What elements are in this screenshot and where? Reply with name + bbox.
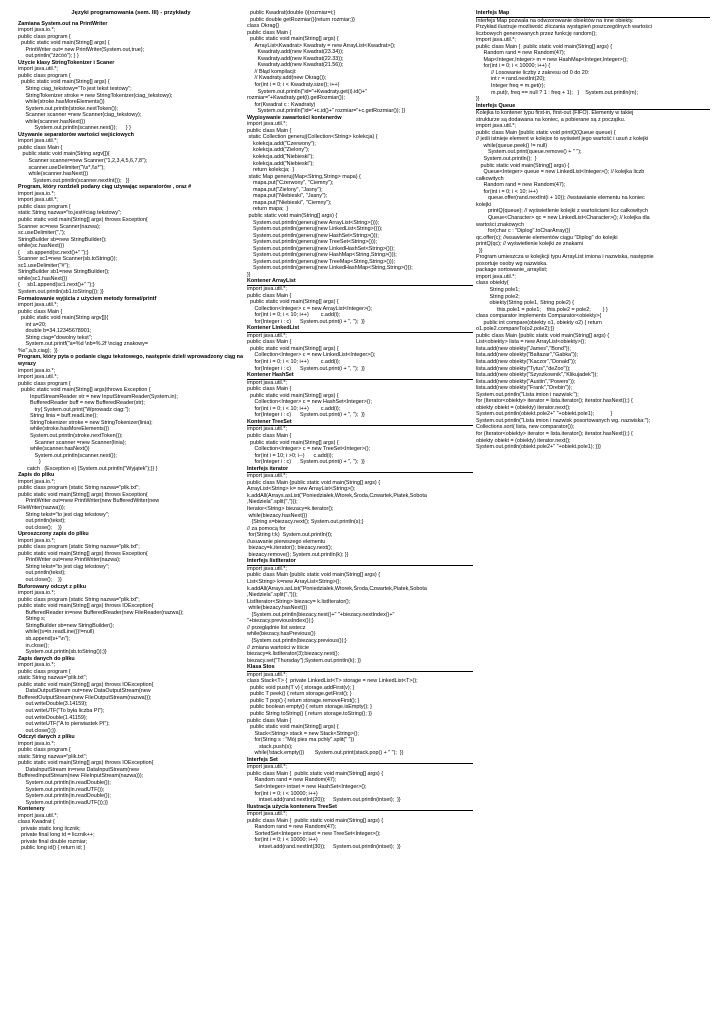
- code-section: [476, 103, 710, 451]
- code-block: import java.util.*; public class Main { static Collection generuj(Collection<String> kolekcja) { kolekcja.add("Czerwony"); kolekcja.add("Zielony"); kolekcja.add("Niebieski"); kolekcja.add("Niebieski"); return kolekcja; } static Map generuj(Map<String,String> mapa) { mapa.put("Czerwony", "Ciemny"); mapa.put("Zielony", "Jasny"); mapa.put("Niebieski", "Jasny"); mapa.put("Niebieski", "Ciemny"); return mapa; } public static void main(String[] args) { System.out.println(generuj(new ArrayList<String>())); System.out.println(generuj(new LinkedList<String>())); System.out.println(generuj(new HashSet<String>())); System.out.println(generuj(new TreeSet<String>())); System.out.println(generuj(new LinkedHashSet<String>())); System.out.println(generuj(new HashMap<String,String>())); System.out.println(generuj(new TreeMap<String,String>())); System.out.println(generuj(new LinkedHashMap<String,String>())); }}: [247, 121, 413, 278]
- section-heading: Uproszczony zapis do pliku: [18, 531, 89, 538]
- code-section: [247, 10, 473, 115]
- code-section: [18, 60, 244, 132]
- code-block: import java.util.*; public class Main { public static void main(String[] args) { Collection<Integer> c = new ArrayList<Integer>(); for(int i = 0; i < 10; i++) c.add(i); for(Integer i : c) System.out.print(i + ", "); }}: [247, 285, 373, 325]
- code-block: import java.io.*; public class program {static String nazwa="plik.txt"; public static void main(String[] args) throws IOException{ BufferedReader in=new BufferedReader(new FileReader(nazwa)); String s; StringBuilder sb=new StringBuilder(); while((s=in.readLine())!=null) sb.append(s+"\n"); in.close(); System.out.println(sb.toString());}}: [18, 590, 184, 656]
- section-heading: Kontener TreeSet: [247, 419, 473, 427]
- code-section: [18, 656, 244, 735]
- code-section: [18, 531, 244, 583]
- section-heading: Odczyt danych z pliku: [18, 734, 75, 741]
- code-section: [18, 806, 244, 852]
- code-block: import java.util.*; public class Main { public static void main(String[] args) { Collection<Integer> c = new LinkedList<Integer>(); for(int i = 0; i < 10; i++) c.add(i); for(Integer i : c) System.out.print(i + ", "); }}: [247, 332, 376, 372]
- section-heading: Używanie separatorów wartości wejściowych: [18, 131, 134, 138]
- code-section: [476, 10, 710, 103]
- section-heading: Interfejs Queue: [476, 103, 710, 111]
- code-block: import java.util.*; public class Main {public static void main(String[] args) { List<String> k=new ArrayList<String>(); k.addAll(Arrays.asList("Poniedziałek,Wtorek,Środa,Czwartek,Piatek,Sobota ,Niedziela".split(","))); ListIterator<String> biezacy= k.listIterator(); while(biezacy.hasNext()) {System.out.println(biezacy.next()+" "+biezacy.nextIndex()+" "+biezacy.previousIndex());} // przeglądnie list wstecz while(biezacy.hasPrevious()) {System.out.println(biezacy.previous());} // zmiana wartości w liście biezacy=k.listIterator(3);biezacy.next(); biezacy.set("Thursday");System.out.println(k); }}: [247, 565, 427, 664]
- section-heading: Formatowanie wyjścia z użyciem metody format/printf: [18, 295, 157, 302]
- code-block: import java.io.*; public class program {static String nazwa="plik.txt"; public static void main(String[] args) throws Exception{ PrintWriter out=new PrintWriter(new BufferedWriter(new FileWriter(nazwa))); String tekst="to jest ciąg tekstowy"; out.println(tekst); out.close(); }}: [18, 478, 160, 531]
- code-block: import java.util.*; public class program { public static void main(String[] args) { String ciag_tekstowy="To jest tekst testowy"; StringTokenizer stroke = new StringTokenizer(ciag_tekstowy); while(stroke.hasMoreElements()) System.out.println(stroke.nextToken()); Scanner scanner =new Scanner(ciag_tekstowy); while(scanner.hasNext()) System.out.println(scanner.next()); } }: [18, 66, 173, 132]
- code-section: [247, 664, 473, 757]
- code-block: import java.util.*; public class Main {public static void main(String[] args) { ArrayList<String> k= new ArrayList<String>(); k.addAll(Arrays.asList("Poniedziałek,Wtorek,Środa,Czwartek,Piatek,Sobota ,Niedziela".split(","))); Iterator<String> biezacy=k.iterator(); while(biezacy.hasNext()) {String s=biezacy.next(); System.out.println(s);} // za pomocą for for(String t:k) System.out.println(t); //usuwanie pierwszego elementu biezacy=k.iterator(); biezacy.next(); biezacy.remove(); System.out.println(k); }}: [247, 473, 427, 558]
- section-heading: Użycie klasy StringTokenizer i Scaner: [18, 59, 115, 66]
- column-2: [247, 10, 473, 850]
- code-block: import java.util.*; public class Main { public static void main(String[] args) { Random rand = new Random(47); Set<Integer> intset = new HashSet<Integer>(); for(int i = 0; i < 10000; i++) intset.add(rand.nextInt(20)); System.out.println(intset); }}: [247, 764, 401, 804]
- code-block: import java.io.*; import java.util.*; public class program { public static void main(String[] args)throws Exception { InputStreamReader str = new InputStreamReader(System.in); BufferedReader buff = new BufferedReader(str); try{ System.out.print("Wprowadz ciąg:"); String linia = buff.readLine(); StringTokenizer stroke = new StringTokenizer(linia); while(stroke.hasMoreElements()) System.out.println(stroke.nextToken()); Scanner scanner =new Scanner(linia); while(scanner.hasNext()) System.out.println(scanner.next()); } catch (Exception e) {System.out.println("Wyjątek");}} }: [18, 367, 178, 472]
- column-3: [476, 10, 710, 451]
- code-block: Interfejs Map pozwala na odwzorowanie obiektów na inne obiekty. Przykład ilustruje możliwość zliczania wystąpień poszczególnych wartości liczbowych generowanych przez funkcję random(); import java.util.*; public class Main { public static void main(String[] args) { Random rand = new Random(47); Map<Integer,Integer> m = new HashMap<Integer,Integer>(); for(int i = 0; i < 10000; i++) { // Losowanie liczby z zakresu od 0 do 20: int r = rand.nextInt(20); Integer freq = m.get(r); m.put(r, freq == null ? 1 : freq + 1); } System.out.println(m); }}: [476, 17, 652, 103]
- code-block: import java.io.*; public class program {static String nazwa="plik.txt"; public static void main(String[] args) throws Exception{ PrintWriter out=new PrintWriter(nazwa); String tekst="to jest ciąg tekstowy"; out.println(tekst); out.close(); }}: [18, 537, 148, 584]
- section-heading: Kontener LinkedList: [247, 325, 473, 333]
- code-section: [247, 419, 473, 466]
- code-section: [18, 354, 244, 472]
- code-section: [18, 184, 244, 295]
- code-section: [18, 472, 244, 531]
- section-heading: Interfejs Set: [247, 757, 473, 765]
- code-block: public Kwadrat(double i){rozmiar=i;} public double getRozmiar(){return rozmiar;}} class Okrag{} public class Main { public static void main(String[] args) { ArrayList<Kwadrat> Kwadraty = new ArrayList<Kwadrat>(); Kwadraty.add(new Kwadrat(23.34)); Kwadraty.add(new Kwadrat(22.33)); Kwadraty.add(new Kwadrat(21.56)); // Błąd kompilacji: // Kwadraty.add(new Okrag()); for(int i = 0; i < Kwadraty.size(); i++) System.out.println("id="+Kwadraty.get(i).id()+" rozmiar="+Kwadraty.get(i).getRozmiar()); for(Kwadrat c : Kwadraty) System.out.println("id="+c.id()+" rozmiar="+c.getRozmiar()); }}: [247, 10, 406, 115]
- code-block: import java.util.*; public class Main { public static void main(String[] args) { Random rand = new Random(47); SortedSet<Integer> intset = new TreeSet<Integer>(); for(int i = 0; i < 10000; i++) intset.add(rand.nextInt(30)); System.out.println(intset); }}: [247, 811, 401, 850]
- code-section: [247, 278, 473, 325]
- section-heading: Wypisywanie zawartości kontenerów: [247, 114, 342, 121]
- code-section: [247, 115, 473, 279]
- code-block: Kolejka to kontener typu first-in, first-out (FIFO). Elementy w takiej strukturze są dodawana na koniec, a pobierane są z początku. import java.util.*; public class Main {public static void printQ(Queue queue) { // jeśli istnieje element w kolejce to wyświetl jego wartość i usuń z kolejki while(queue.peek() != null) System.out.print(queue.remove() + " "); System.out.println(); } public static void main(String[] args) { Queue<Integer> queue = new LinkedList<Integer>(); // kolejka liczb całkowitych Random rand = new Random(47); for(int i = 0; i < 10; i++) queue.offer(rand.nextInt(i + 10)); //wstawianie elementu na koniec kolejki printQ(queue); // wyświetlenie kolejki z wartościami licz całkowitych Queue<Character> qc = new LinkedList<Character>(); // kolejka dla wartości znakowych for(char c : "Diplog".toCharArray()) qc.offer(c); //wsawienie elementów ciągu "Diplog" do kolejki printQ(qc); // wyświetlenie kolejki ze znakami }} Program umieszcza w kolejkcji typu ArrayList imiona i nazwiska, następnie posortuje osoby wg nazwiska. package sortowanie_arraylist; import java.util.*; class obiekty{ String pole1; String pole2; obiekty(String pole1, String pole2) { this.pole1 = pole1; this.pole2 = pole2; } } class comparator implements Comparator<obiekty>{ public int compare(obiekty o1, obiekty o2) { return o1.pole2.compareTo(o2.pole2);}} public class Main {public static void main(String[] args) { List<obiekty> lista = new ArrayList<obiekty>(); lista.add(new obiekty("James","Bond")); lista.add(new obiekty("Baltazar","Gabka")); lista.add(new obiekty("Kaczor","Donald")); lista.add(new obiekty("Tytus","deZoo")); lista.add(new obiekty("Szyszkownik","Klikujadek")); lista.add(new obiekty("Austin","Powers")); lista.add(new obiekty("Frank","Drebin")); System.out.println("Lista imion i nazwisk:"); for (Iterator<obiekty> iterator = lista.iterator(); iterator.hasNext();) { obiekty obiekt = (obiekty) iterator.next(); System.out.println(obiekt.pole2+" "+obiekt.pole1); } System.out.println("Lista imion i nazwisk posortowanych wg. nazwiska:"); Collections.sort( lista, new comparator()); for (Iterator<obiekty> iterator = lista.iterator(); iterator.hasNext();) { obiekty obiekt = (obiekty) iterator.next(); System.out.println(obiekt.pole2+" "+obiekt.pole1); }}}: [476, 110, 654, 451]
- code-section: [247, 757, 473, 804]
- section-heading: Interfejs Map: [476, 10, 710, 18]
- code-block: import java.io.*; import java.util.*; public class program { static String nazwa="to,jest#ciag tekstowy"; public static void main(String[] args) throws Exception{ Scanner sc=new Scanner(nazwa); sc.useDelimiter(","); StringBuilder sb=new StringBuilder(); while(sc.hasNext()) { sb.append(sc.next()+" ");} Scanner sc1=new Scanner(sb.toString()); sc1.useDelimiter("#"); StringBuilder sb1=new StringBuilder(); while(sc1.hasNext()) { sb1.append(sc1.next()+" ");} System.out.println(sb1.toString()); }}: [18, 190, 148, 295]
- section-heading: Interfejs listIterator: [247, 558, 473, 566]
- code-block: import java.util.*; class Kwadrat { private static long licznik; private final long id = licznik++; private final double rozmiar; public long id() { return id; }: [18, 812, 95, 852]
- code-section: [18, 584, 244, 656]
- section-heading: Program, który rozdzieli podany ciąg używając separatorów , oraz #: [18, 184, 192, 191]
- section-heading: Kontener HashSet: [247, 372, 473, 380]
- code-section: [18, 734, 244, 806]
- code-block: import java.io.*; public class program { public static void main(String[] args) { PrintWriter out= new PrintWriter(System.out,true); out.println("źżćóó"); } }: [18, 27, 145, 60]
- document-title: Języki programowania (sem. III) - przykłady: [71, 10, 191, 16]
- code-block: import java.util.*; public class Main { public static void main(String[] args) { Collection<Integer> c = new HashSet<Integer>(); for(int i = 0; i < 10; i++) c.add(i); for(Integer i : c) System.out.print(i + ", "); }}: [247, 379, 372, 419]
- code-section: [247, 372, 473, 419]
- code-section: [247, 466, 473, 559]
- section-heading: Zamiana System.out na PrintWriter: [18, 20, 108, 27]
- section-heading: Ilustracja użycia kontenera TreeSet: [247, 804, 473, 812]
- code-section: [18, 21, 244, 60]
- code-section: [247, 804, 473, 851]
- code-section: [18, 132, 244, 184]
- code-section: [247, 325, 473, 372]
- code-block: import java.util.*; class Stack<T> { private LinkedList<T> storage = new LinkedList<T>(); public void push(T v) { storage.addFirst(v); } public T peek() { return storage.getFirst(); } public T pop() { return storage.removeFirst(); } public boolean empty() { return storage.isEmpty(); } public String toString() { return storage.toString(); }} public class Main { public static void main(String[] args) { Stack<String> stack = new Stack<String>(); for(String s : "Mój pies ma pchły".split(" ")) stack.push(s); while(!stack.empty()) System.out.print(stack.pop() + " "); }}: [247, 671, 418, 757]
- code-block: import java.io.*; public class program { static String nazwa="plik.txt"; public static void main(String[] args) throws IOException{ DataOutputStream out=new DataOutputStream(new BufferedOutputStream(new FileOutputStream(nazwa))); out.writeDouble(3.14159); out.writeUTF("To była liczba PI"); out.writeDouble(1.41159); out.writeUTF("A to pierwiastek PI"); out.close();}}: [18, 662, 154, 734]
- section-heading: Klasa Stos: [247, 664, 473, 672]
- code-block: import java.util.*; public class Main { public static void main(String argv[]){ Scanner scanner=new Scanner("1,2,3,4,5,6,7,8"); scanner.useDelimiter("\\s*,\\s*"); while(scanner.hasNext()) System.out.println(scanner.nextInt()); }}: [18, 138, 148, 184]
- section-heading: Kontenery: [18, 806, 45, 813]
- section-heading: Zapis danych do pliku: [18, 655, 75, 662]
- column-1: [18, 10, 244, 852]
- code-block: import java.util.*; public class Main { public static void main(String[] args) { Collection<Integer> c = new TreeSet<Integer>(); for(int i = 10; i >0; i--) c.add(i); for(Integer i : c) System.out.print(i + ", "); }}: [247, 426, 371, 466]
- section-heading: Buforowany odczyt z pliku: [18, 583, 86, 590]
- code-section: [247, 558, 473, 664]
- section-heading: Kontener ArrayList: [247, 278, 473, 286]
- section-heading: Program, który pyta o podanie ciągu tekstowego, następnie dzieli wprowadzony ciąg na wyrazy: [18, 354, 243, 367]
- section-heading: Zapis do pliku: [18, 472, 55, 479]
- code-section: [18, 296, 244, 355]
- code-block: import java.io.*; public class program { static String nazwa="plik.txt"; public static void main(String[] args) throws IOException{ DataInputStream in=new DataInputStream(new BufferedInputStream(new FileInputStream(nazwa))); System.out.println(in.readDouble()); System.out.println(in.readUTF()); System.out.println(in.readDouble()); System.out.println(in.readUTF());}}: [18, 740, 154, 806]
- code-block: import java.util.*; public class Main { public static void main(String argv[]){ int a=20; double b=34.12345678901; String ciag="dowolny tekst"; System.out.printf("a=%d \nb=%.2f \nciąg znakowy= %s",a,b,ciag); }}: [18, 302, 149, 354]
- section-heading: Interfejs iterator: [247, 466, 473, 474]
